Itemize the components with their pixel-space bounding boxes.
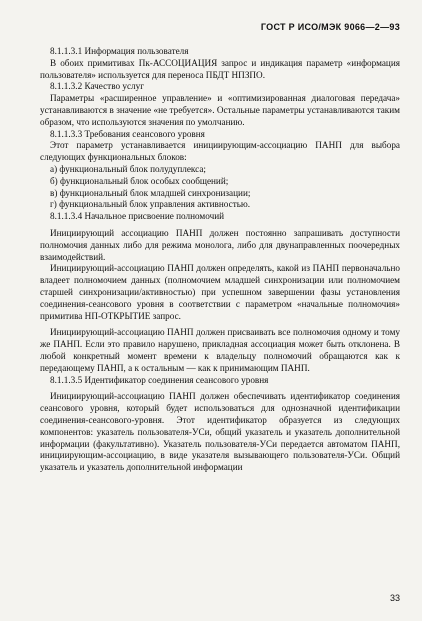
page-number: 33	[389, 593, 400, 603]
running-header: ГОСТ Р ИСО/МЭК 9066—2—93	[260, 22, 400, 32]
section-heading-8-1-1-3-5: 8.1.1.3.5 Идентификатор соединения сеансового уровня	[50, 374, 269, 385]
paragraph: В обоих примитивах Пк-АССОЦИАЦИЯ запрос и индикация параметр «информация пользователя» используется для переноса ПБДТ НПЗПО.	[40, 57, 400, 80]
list-item: г) функциональный блок управления активностью.	[50, 199, 251, 210]
list-item: б) функциональный блок особых сообщений;	[50, 175, 229, 186]
paragraph: Параметры «расширенное управление» и «оптимизированная диалоговая передача» устанавливаются в значение «не требуется». Остальные параметры устанавливаются таким образом, что используются значения по умолчанию.	[40, 93, 400, 127]
paragraph: Этот параметр устанавливается инициирующим-ассоциацию ПАНП для выбора следующих функциональных блоков:	[40, 140, 400, 163]
page-body	[40, 46, 400, 474]
list-item: а) функциональный блок полудуплекса;	[50, 163, 206, 174]
section-heading-8-1-1-3-3: 8.1.1.3.3 Требования сеансового уровня	[50, 128, 205, 139]
paragraph: Инициирующий-ассоциацию ПАНП должен определять, какой из ПАНП первоначально владеет полномочием данных (полномочием младшей синхронизации или полномочием старшей синхронизации/активностью) при успешном завершении фазы установления соединения-сеансового уровня в соответствии с параметром «начальные полномочия» примитива НП-ОТКРЫТИЕ запрос.	[40, 263, 400, 321]
paragraph: Инициирующий-ассоциацию ПАНП должен обеспечивать идентификатор соединения сеансового уровня, который будет использоваться для однозначной идентификации соединения-сеансового-уровня. Этот идентификатор образуется из следующих компонентов: указатель пользователя-УСи, общий указатель и указатель дополнительной информации (факультативно). Указатель пользователя-УСи передается автоматом ПАНП, инициирующим-ассоциацию, в виде указателя вызывающего пользователя-УСи. Общий указатель и указатель дополнительной информации	[40, 391, 400, 473]
paragraph: Инициирующий ассоциацию ПАНП должен постоянно запрашивать доступности полномочия данных либо для режима монолога, либо для двунаправленных поочередных взаимодействий.	[40, 227, 400, 262]
section-heading-8-1-1-3-4: 8.1.1.3.4 Начальное присвоение полномочий	[50, 211, 225, 222]
functional-units-list	[40, 164, 400, 211]
section-heading-8-1-1-3-1: 8.1.1.3.1 Информация пользователя	[50, 46, 189, 56]
section-heading-8-1-1-3-2: 8.1.1.3.2 Качество услуг	[50, 81, 144, 92]
list-item: в) функциональный блок младшей синхронизации;	[50, 187, 251, 198]
paragraph: Инициирующий-ассоциацию ПАНП должен присваивать все полномочия одному и тому же ПАНП. Если это правило нарушено, прикладная ассоциация может быть отклонена. В любой конкретный момент времени к владельцу полномочий обращаются как к передающему ПАНП, а к остальным — как к принимающим ПАНП.	[40, 327, 400, 373]
